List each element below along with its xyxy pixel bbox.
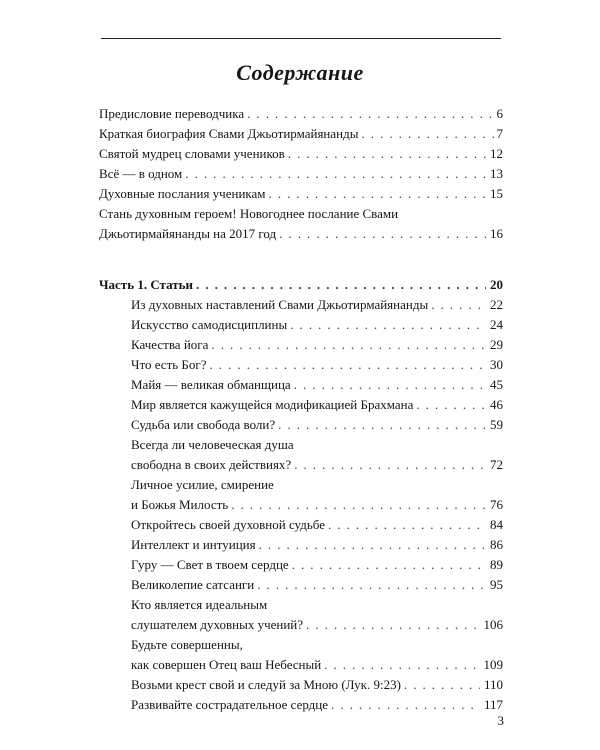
dot-leader	[247, 104, 496, 124]
toc-front-section	[99, 104, 503, 244]
entry-title: Гуру — Свет в твоем сердце	[131, 557, 289, 572]
toc-entry[interactable]	[99, 144, 503, 164]
dot-leader	[279, 224, 486, 244]
entry-page: 59	[490, 417, 503, 432]
page-number: 3	[497, 713, 504, 728]
toc-entry[interactable]	[131, 535, 503, 555]
toc-entry[interactable]	[131, 635, 503, 675]
entry-title: Мир является кажущейся модификацией Брахмана	[131, 397, 414, 412]
entry-title: Майя — великая обманщица	[131, 377, 291, 392]
dot-leader	[361, 124, 496, 144]
entry-page: 89	[490, 557, 503, 572]
entry-title: Что есть Бог?	[131, 357, 207, 372]
toc-entry[interactable]	[131, 435, 503, 475]
toc-entry[interactable]	[131, 475, 503, 515]
dot-leader	[290, 315, 486, 335]
entry-page: 24	[490, 317, 503, 332]
part-heading-page: 20	[490, 277, 503, 292]
toc-entry[interactable]	[131, 515, 503, 535]
entry-title-line: Всегда ли человеческая душа	[131, 437, 294, 452]
entry-title: Предисловие переводчика	[99, 106, 245, 121]
entry-page: 16	[490, 226, 503, 241]
dot-leader	[259, 535, 486, 555]
section-gap	[99, 244, 503, 275]
entry-page: 109	[483, 657, 503, 672]
dot-leader	[196, 275, 486, 295]
entry-page: 29	[490, 337, 503, 352]
entry-title-line: Кто является идеальным	[131, 597, 268, 612]
toc-entry[interactable]	[131, 355, 503, 375]
entry-title: Великолепие сатсанги	[131, 577, 255, 592]
entry-title: свободна в своих действиях?	[131, 457, 292, 472]
table-of-contents	[99, 104, 503, 715]
entry-title: Всё — в одном	[99, 166, 183, 181]
entry-title: Святой мудрец словами учеников	[99, 146, 285, 161]
dot-leader	[324, 655, 479, 675]
toc-entry[interactable]	[131, 295, 503, 315]
dot-leader	[416, 395, 486, 415]
dot-leader	[278, 415, 486, 435]
toc-entry[interactable]	[131, 595, 503, 635]
toc-entry[interactable]	[99, 184, 503, 204]
dot-leader	[288, 144, 486, 164]
dot-leader	[404, 675, 480, 695]
entry-title: Духовные послания ученикам	[99, 186, 266, 201]
part-heading-title: Часть 1. Статьи	[99, 277, 193, 292]
dot-leader	[294, 455, 486, 475]
entry-page: 46	[490, 397, 503, 412]
toc-entry[interactable]	[99, 104, 503, 124]
toc-entry[interactable]	[99, 164, 503, 184]
page-title: Содержание	[236, 60, 364, 85]
entry-title-line: Будьте совершенны,	[131, 637, 243, 652]
dot-leader	[292, 555, 486, 575]
entry-page: 13	[490, 166, 503, 181]
entry-page: 6	[496, 106, 503, 121]
entry-title: Качества йога	[131, 337, 209, 352]
toc-entry[interactable]	[131, 395, 503, 415]
dot-leader	[185, 164, 486, 184]
header-rule	[101, 38, 501, 39]
entry-page: 76	[490, 497, 503, 512]
toc-entry[interactable]	[131, 695, 503, 715]
entry-title: Искусство самодисциплины	[131, 317, 288, 332]
entry-title: Развивайте сострадательное сердце	[131, 697, 329, 712]
entry-page: 45	[490, 377, 503, 392]
entry-page: 106	[483, 617, 503, 632]
toc-entry[interactable]	[131, 335, 503, 355]
entry-title: Возьми крест свой и следуй за Мною (Лук. 9:23)	[131, 677, 401, 692]
toc-entry[interactable]	[99, 124, 503, 144]
entry-title-line: Личное усилие, смирение	[131, 477, 274, 492]
entry-page: 15	[490, 186, 503, 201]
entry-page: 84	[490, 517, 503, 532]
entry-page: 86	[490, 537, 503, 552]
entry-page: 30	[490, 357, 503, 372]
toc-part1-section	[131, 295, 503, 715]
dot-leader	[210, 355, 487, 375]
toc-entry[interactable]	[131, 575, 503, 595]
dot-leader	[306, 615, 479, 635]
toc-entry[interactable]	[131, 555, 503, 575]
toc-entry[interactable]	[131, 415, 503, 435]
dot-leader	[257, 575, 486, 595]
entry-title: Интеллект и интуиция	[131, 537, 256, 552]
entry-page: 95	[490, 577, 503, 592]
toc-part-heading[interactable]	[99, 275, 503, 295]
entry-title: Из духовных наставлений Свами Джьотирмайянанды	[131, 297, 429, 312]
entry-page: 7	[496, 126, 503, 141]
toc-entry[interactable]	[131, 375, 503, 395]
entry-title: и Божья Милость	[131, 497, 229, 512]
entry-page: 22	[490, 297, 503, 312]
toc-entry[interactable]	[99, 204, 503, 244]
entry-page: 110	[483, 677, 503, 692]
dot-leader	[328, 515, 486, 535]
entry-title: как совершен Отец ваш Небесный	[131, 657, 322, 672]
entry-page: 117	[483, 697, 503, 712]
entry-title: Джьотирмайянанды на 2017 год	[99, 226, 277, 241]
toc-entry[interactable]	[131, 315, 503, 335]
entry-title: Краткая биография Свами Джьотирмайянанды	[99, 126, 359, 141]
dot-leader	[269, 184, 486, 204]
entry-title: Откройтесь своей духовной судьбе	[131, 517, 325, 532]
entry-title: Судьба или свобода воли?	[131, 417, 276, 432]
entry-title-line: Стань духовным героем! Новогоднее послание Свами	[99, 206, 399, 221]
entry-page: 72	[490, 457, 503, 472]
dot-leader	[294, 375, 486, 395]
entry-page: 12	[490, 146, 503, 161]
dot-leader	[231, 495, 486, 515]
dot-leader	[431, 295, 486, 315]
toc-entry[interactable]	[131, 675, 503, 695]
dot-leader	[331, 695, 480, 715]
entry-title: слушателем духовных учений?	[131, 617, 304, 632]
dot-leader	[211, 335, 486, 355]
